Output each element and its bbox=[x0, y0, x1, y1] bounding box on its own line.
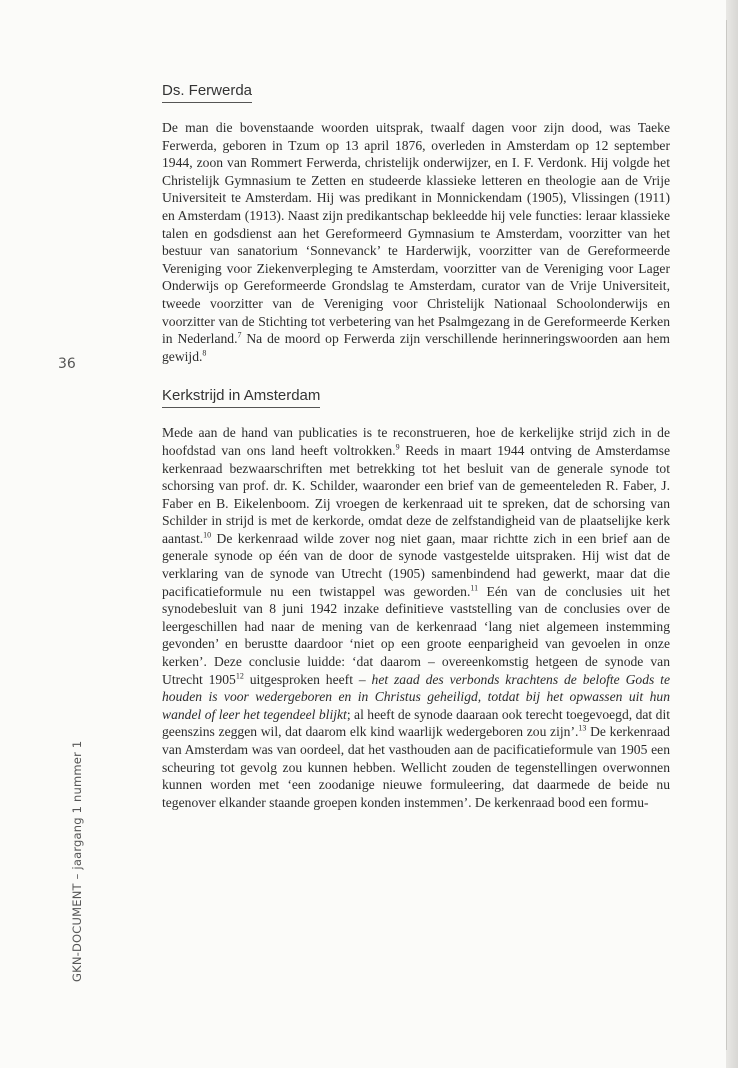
footnote-ref-8: 8 bbox=[202, 348, 207, 358]
footnote-ref-10: 10 bbox=[203, 530, 212, 540]
footnote-ref-11: 11 bbox=[470, 583, 479, 593]
footnote-ref-7: 7 bbox=[237, 330, 242, 340]
paragraph-text: De man die bovenstaande woorden uitsprak, twaalf dagen voor zijn dood, was Taeke Ferwerda, geboren in Tzum op 13 april 1876, overleden in Amsterdam op 12 september 1944, zoon van Rommert Ferwerda, christelijk onderwijzer, en I. F. Verdonk. Hij volgde het Christelijk Gymnasium te Zetten en studeerde klassieke letteren en theologie aan de Vrije Universiteit te Amsterdam. Hij was predikant in Monnickendam (1905), Vlissingen (1911) en Amsterdam (1913). Naast zijn predikantschap bekleedde hij vele functies: leraar klassieke talen en godsdienst aan het Gereformeerd Gymnasium te Amsterdam, voorzitter van het bestuur van sanatorium ‘Sonnevanck’ te Harderwijk, voorzitter van de Gereformeerde Vereniging voor Ziekenverpleging te Amsterdam, voorzitter van de Vereniging voor Lager Onderwijs op Gereformeerde Grondslag te Amsterdam, curator van de Vrije Universiteit, tweede voorzitter van de Vereniging voor Christelijk Nationaal Schoolonderwijs en voorzitter van de Stichting tot verbetering van het Psalmgezang in de Gereformeerde Kerken in Nederland. bbox=[162, 120, 670, 347]
section-kerkstrijd bbox=[162, 385, 670, 811]
paragraph-text: Mede aan de hand van publicaties is te reconstrueren, hoe de kerkelijke strijd zich in de hoofdstad van ons land heeft voltrokken. bbox=[162, 425, 670, 458]
paragraph-text: Eén van de conclusies uit het synodebesluit van 8 juni 1942 inzake definitieve vaststelling van de conclusies over de leergeschillen had naar de mening van de kerkenraad ‘lang niet algemeen instemming gevonden’ en berustte daardoor ‘niet op een groote eenparigheid van gevoelen in onze kerken’. Deze conclusie luidde: ‘dat daarom – overeenkomstig hetgeen de synode van Utrecht 1905 bbox=[162, 583, 670, 687]
italic-quote: het zaad des verbonds krachtens de belofte Gods te houden is voor wedergeboren en in Christus geheiligd, totdat bij het opwassen uit hun wandel of leer het tegendeel blijkt bbox=[162, 671, 670, 722]
footnote-ref-12: 12 bbox=[235, 671, 244, 681]
paragraph-kerkstrijd bbox=[162, 424, 670, 811]
section-heading-ferwerda: Ds. Ferwerda bbox=[162, 82, 252, 103]
section-heading-kerkstrijd: Kerkstrijd in Amsterdam bbox=[162, 387, 320, 408]
page-edge bbox=[726, 0, 738, 1068]
article-body bbox=[162, 80, 670, 811]
footnote-ref-9: 9 bbox=[395, 442, 400, 452]
paragraph-text: Reeds in maart 1944 ontving de Amsterdamse kerkenraad bezwaarschriften met betrekking tot het besluit van de generale synode tot schorsing van prof. dr. K. Schilder, waaronder een brief van de gemeenteleden R. Faber, J. Faber en B. Eikelenboom. Zij vroegen de kerkenraad uit te spreken, dat de schorsing van Schilder in strijd is met de kerkorde, omdat deze de zelfstandigheid van de plaatselijke kerk aantast. bbox=[162, 442, 670, 546]
paragraph-text: ; al heeft de synode daaraan ook terecht toegevoegd, dat dit geenszins zeggen wil, dat daarom elk kind waarlijk wedergeboren zou zijn’. bbox=[162, 706, 670, 740]
page-edge-line bbox=[726, 20, 727, 1050]
running-footer: GKN-DOCUMENT – jaargang 1 nummer 1 bbox=[70, 740, 84, 982]
paragraph-text: De kerkenraad wilde zover nog niet gaan, maar richtte zich in een brief aan de generale synode op één van de door de synode vastgestelde uitspraken. Hij wist dat de verklaring van de synode van Utrecht (1905) samenbindend had gewerkt, maar dat die pacificatieformule nu een twistappel was geworden. bbox=[162, 530, 670, 599]
paragraph-text: Na de moord op Ferwerda zijn verschillende herinneringswoorden aan hem gewijd. bbox=[162, 331, 670, 364]
footnote-ref-13: 13 bbox=[578, 723, 587, 733]
page-number: 36 bbox=[58, 356, 76, 372]
paragraph-ferwerda-biography bbox=[162, 119, 670, 365]
paragraph-text: De kerkenraad van Amsterdam was van oordeel, dat het vasthouden aan de pacificatieformule van 1905 een scheuring tot gevolg zou kunnen hebben. Wellicht zouden de tegenstellingen overwonnen kunnen worden met ‘een zoodanige nieuwe formuleering, dat daarmede de beide nu tegenover elkander staande groepen konden instemmen’. De kerkenraad bood een formu- bbox=[162, 724, 670, 810]
paragraph-text: uitgesproken heeft – bbox=[243, 671, 372, 687]
